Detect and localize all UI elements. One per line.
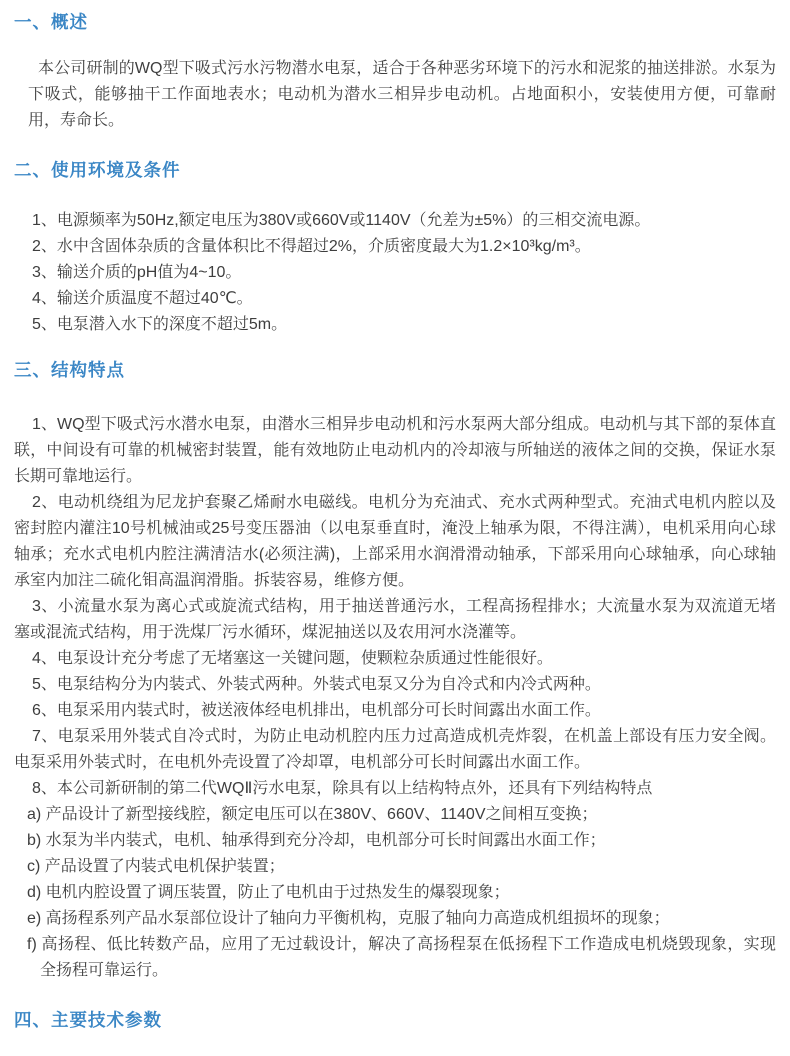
list-item: 6、电泵采用内装式时，被送液体经电机排出，电机部分可长时间露出水面工作。	[32, 702, 601, 719]
conditions-list	[14, 208, 776, 338]
section-parameters	[14, 1008, 776, 1032]
list-item: 8、本公司新研制的第二代WQⅡ污水电泵，除具有以上结构特点外，还具有下列结构特点	[32, 780, 653, 797]
pump-product-article	[14, 10, 776, 1032]
list-item: 3、输送介质的pH值为4~10。	[32, 264, 242, 281]
list-item: 2、电动机绕组为尼龙护套聚乙烯耐水电磁线。电机分为充油式、充水式两种型式。充油式电机内腔以及密封腔内灌注10号机械油或25号变压器油（以电泵垂直时，淹没上轴承为限，不得注满），电机采用向心球轴承；充水式电机内腔注满清洁水(必须注满)，上部采用水润滑滑动轴承，下部采用向心球轴承，向心球轴承室内加注二硫化钼高温润滑脂。拆装容易，维修方便。	[14, 494, 776, 589]
list-item: a) 产品设计了新型接线腔，额定电压可以在380V、660V、1140V之间相互变换；	[27, 806, 598, 823]
section-heading-conditions: 二、使用环境及条件	[14, 160, 181, 180]
list-item: e) 高扬程系列产品水泵部位设计了轴向力平衡机构，克服了轴向力高造成机组损坏的现象；	[27, 910, 670, 927]
list-item: b) 水泵为半内装式，电机、轴承得到充分冷却，电机部分可长时间露出水面工作；	[27, 832, 606, 849]
section-heading-overview: 一、概述	[14, 12, 88, 32]
list-item: 1、WQ型下吸式污水潜水电泵，由潜水三相异步电动机和污水泵两大部分组成。电动机与其下部的泵体直联，中间设有可靠的机械密封装置，能有效地防止电动机内的冷却液与所轴送的液体之间的交换，保证水泵长期可靠地运行。	[14, 416, 776, 485]
section-heading-parameters: 四、主要技术参数	[14, 1010, 162, 1030]
list-item: 1、电源频率为50Hz,额定电压为380V或660V或1140V（允差为±5%）的三相交流电源。	[32, 212, 651, 229]
list-item: 3、小流量水泵为离心式或旋流式结构，用于抽送普通污水，工程高扬程排水；大流量水泵为双流道无堵塞或混流式结构，用于洗煤厂污水循环，煤泥抽送以及农用河水浇灌等。	[14, 598, 776, 641]
features-list	[14, 412, 776, 984]
list-item: 7、电泵采用外装式自冷式时，为防止电动机腔内压力过高造成机壳炸裂，在机盖上部设有压力安全阀。电泵采用外装式时，在电机外壳设置了冷却罩，电机部分可长时间露出水面工作。	[14, 728, 776, 771]
section-heading-features: 三、结构特点	[14, 360, 125, 380]
list-item: 5、电泵结构分为内装式、外装式两种。外装式电泵又分为自冷式和内冷式两种。	[32, 676, 601, 693]
overview-paragraph: 本公司研制的WQ型下吸式污水污物潜水电泵，适合于各种恶劣环境下的污水和泥浆的抽送排淤。水泵为下吸式，能够抽干工作面地表水；电动机为潜水三相异步电动机。占地面积小，安装使用方便，可靠耐用，寿命长。	[28, 60, 776, 129]
section-conditions	[14, 158, 776, 338]
section-features	[14, 358, 776, 984]
list-item: 4、电泵设计充分考虑了无堵塞这一关键问题，使颗粒杂质通过性能很好。	[32, 650, 553, 667]
section-overview	[14, 10, 776, 134]
list-item: d) 电机内腔设置了调压装置，防止了电机由于过热发生的爆裂现象；	[27, 884, 510, 901]
list-item: f) 高扬程、低比转数产品，应用了无过载设计，解决了高扬程泵在低扬程下工作造成电机烧毁现象，实现全扬程可靠运行。	[27, 936, 776, 979]
list-item: c) 产品设置了内装式电机保护装置；	[27, 858, 285, 875]
list-item: 2、水中含固体杂质的含量体积比不得超过2%，介质密度最大为1.2×10³kg/m³。	[32, 238, 591, 255]
list-item: 5、电泵潜入水下的深度不超过5m。	[32, 316, 288, 333]
list-item: 4、输送介质温度不超过40℃。	[32, 290, 253, 307]
